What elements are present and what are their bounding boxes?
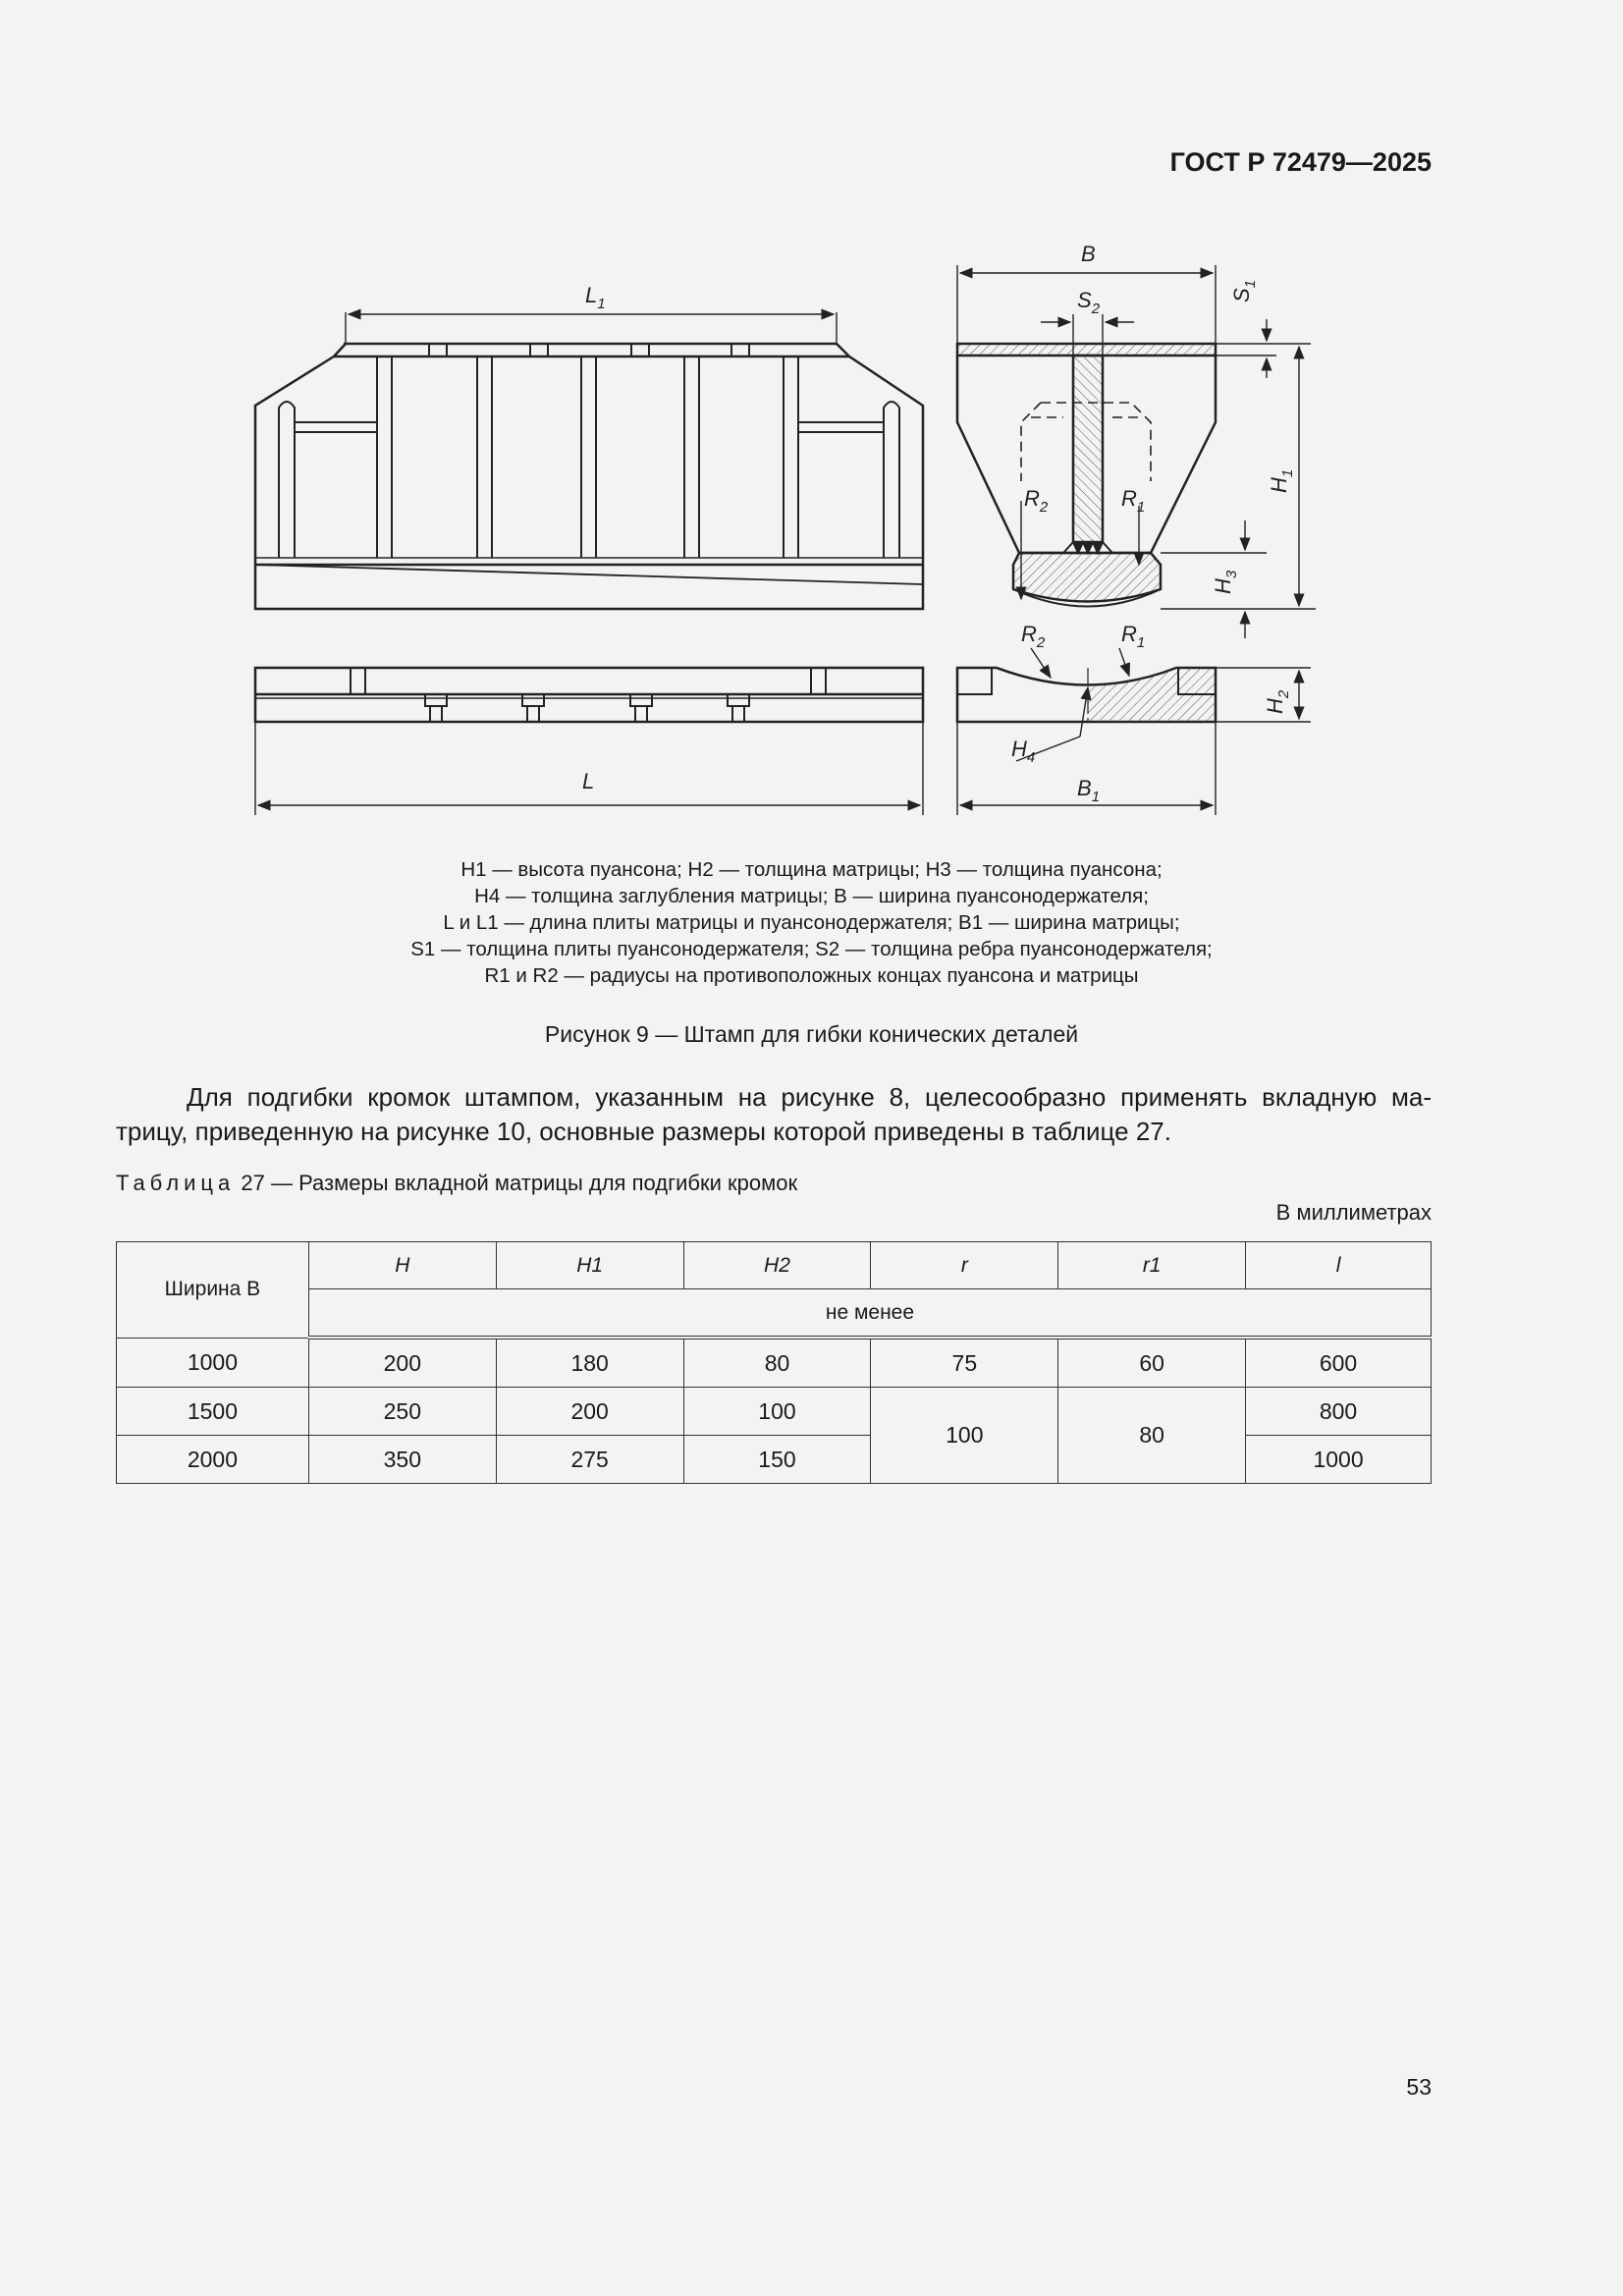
label-L1: $L_1$ xyxy=(585,283,606,312)
table-cell: 275 xyxy=(496,1436,683,1484)
table-cell: 600 xyxy=(1246,1338,1432,1388)
technical-drawing xyxy=(0,226,1623,854)
header-cell: r xyxy=(871,1242,1058,1289)
table-cell: 75 xyxy=(871,1338,1058,1388)
label-S2: $S_2$ xyxy=(1077,288,1101,317)
table-cell-merged: 80 xyxy=(1058,1388,1246,1484)
header-cell: l xyxy=(1246,1242,1432,1289)
page-number: 53 xyxy=(1406,2074,1432,2100)
label-S1: $S_1$ xyxy=(1229,279,1259,302)
side-view xyxy=(957,344,1216,607)
legend-line: H4 — толщина заглубления матрицы; B — ширина пуансонодержателя; xyxy=(474,885,1149,907)
label-L: L xyxy=(582,769,595,793)
table-caption xyxy=(116,1171,797,1196)
table-caption-word: Таблица xyxy=(116,1171,236,1195)
table-cell: 200 xyxy=(308,1338,496,1388)
paragraph-line: трицу, приведенную на рисунке 10, основные размеры которой приведены в таблице 27. xyxy=(116,1117,1171,1146)
legend-line: H1 — высота пуансона; H2 — толщина матрицы; H3 — толщина пуансона; xyxy=(460,858,1163,881)
table-subheader-row xyxy=(117,1289,1432,1339)
table-header-row xyxy=(117,1242,1432,1289)
label-B1: $B_1$ xyxy=(1077,776,1101,805)
front-view xyxy=(255,344,923,609)
label-H2: $H_2$ xyxy=(1263,689,1292,714)
body-paragraph xyxy=(116,1080,1432,1149)
table-cell: 100 xyxy=(683,1388,871,1436)
label-R2-bottom: $R_2$ xyxy=(1021,622,1046,651)
table-cell: 800 xyxy=(1246,1388,1432,1436)
label-R2-top: $R_2$ xyxy=(1024,486,1049,516)
header-cell: H xyxy=(308,1242,496,1289)
table-cell: 200 xyxy=(496,1388,683,1436)
header-cell: r1 xyxy=(1058,1242,1246,1289)
dimensions-table xyxy=(116,1241,1432,1484)
subheader-cell: не менее xyxy=(308,1289,1431,1339)
table-cell-merged: 100 xyxy=(871,1388,1058,1484)
table-caption-text: 27 — Размеры вкладной матрицы для подгибки кромок xyxy=(241,1171,798,1195)
legend-line: S1 — толщина плиты пуансонодержателя; S2 — толщина ребра пуансонодержателя; xyxy=(410,938,1213,960)
table-cell: 1000 xyxy=(1246,1436,1432,1484)
table-cell: 1500 xyxy=(117,1388,309,1436)
legend-line: L и L1 — длина плиты матрицы и пуансонодержателя; B1 — ширина матрицы; xyxy=(443,911,1180,934)
table-cell: 2000 xyxy=(117,1436,309,1484)
table-cell: 350 xyxy=(308,1436,496,1484)
table-row xyxy=(117,1388,1432,1436)
header-cell: H2 xyxy=(683,1242,871,1289)
label-H1: $H_1$ xyxy=(1267,468,1296,493)
table-cell: 250 xyxy=(308,1388,496,1436)
legend-line: R1 и R2 — радиусы на противоположных концах пуансона и матрицы xyxy=(484,964,1139,987)
table-row xyxy=(117,1338,1432,1388)
table-units: В миллиметрах xyxy=(1275,1200,1432,1225)
table-cell: 60 xyxy=(1058,1338,1246,1388)
label-H4: $H_4$ xyxy=(1011,737,1036,766)
figure-legend xyxy=(0,856,1623,989)
header-width: Ширина B xyxy=(117,1242,309,1339)
label-R1-top: $R_1$ xyxy=(1121,486,1146,516)
header-cell: H1 xyxy=(496,1242,683,1289)
document-header: ГОСТ Р 72479—2025 xyxy=(1169,147,1432,177)
label-R1-bottom: $R_1$ xyxy=(1121,622,1146,651)
bottom-plate-view xyxy=(255,668,923,722)
table-cell: 180 xyxy=(496,1338,683,1388)
table-cell: 80 xyxy=(683,1338,871,1388)
table-cell: 150 xyxy=(683,1436,871,1484)
table-cell: 1000 xyxy=(117,1338,309,1388)
figure-caption: Рисунок 9 — Штамп для гибки конических деталей xyxy=(544,1021,1079,1047)
label-B: B xyxy=(1081,242,1096,266)
paragraph-line: Для подгибки кромок штампом, указанным на рисунке 8, целесообразно применять вкладную ма- xyxy=(187,1082,1432,1112)
label-H3: $H_3$ xyxy=(1211,570,1240,594)
